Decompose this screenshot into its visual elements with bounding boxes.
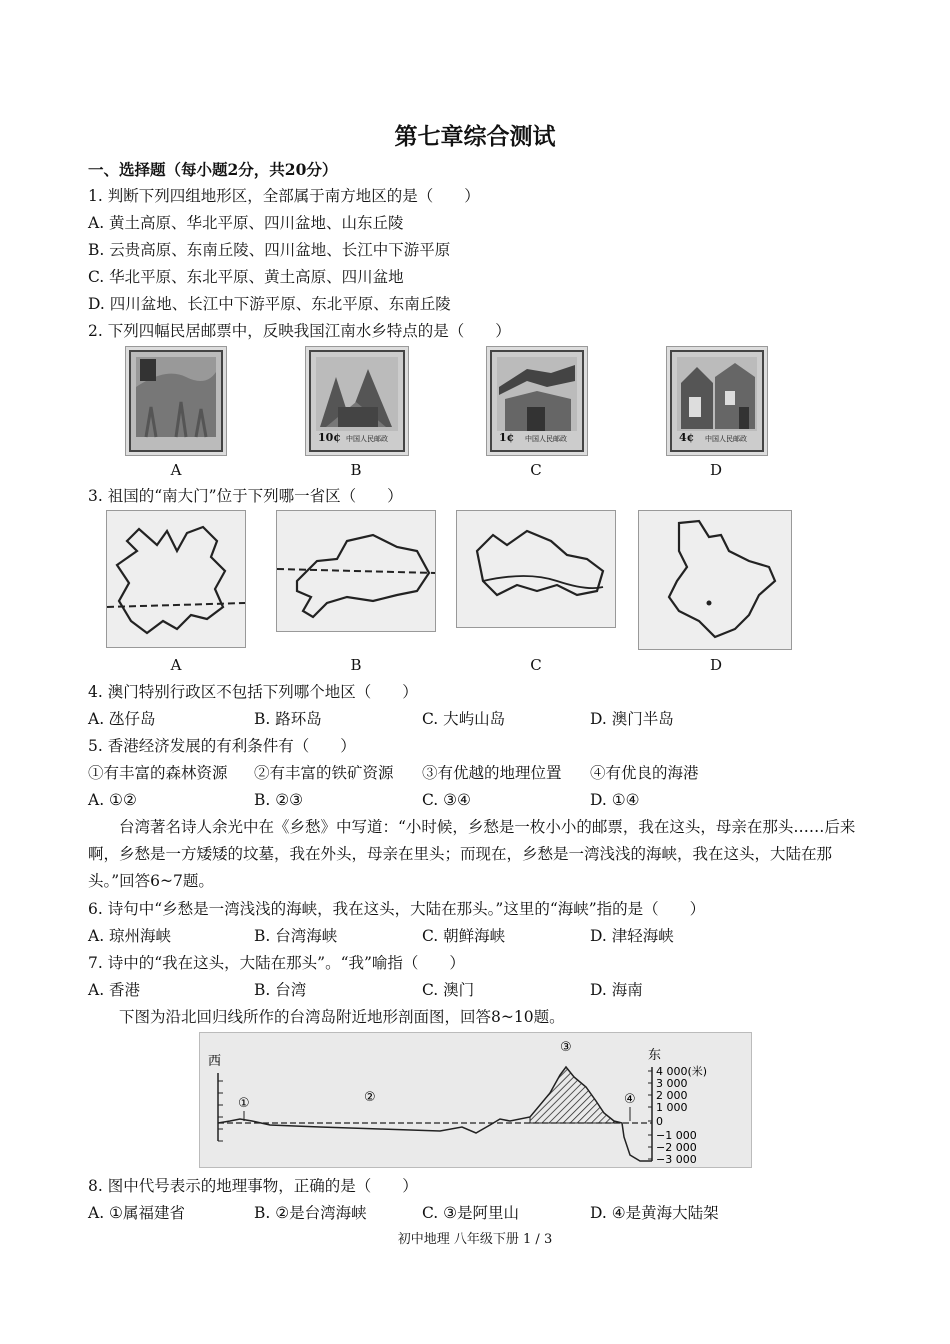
- question-5-option-b: B. ②③: [254, 791, 304, 809]
- question-6-option-b: B. 台湾海峡: [254, 927, 338, 945]
- stamp-c-caption: 中国人民邮政: [525, 435, 567, 443]
- question-4-option-b: B. 路环岛: [254, 710, 322, 728]
- question-6-option-c: C. 朝鲜海峡: [422, 927, 506, 945]
- question-8-stem: 8. 图中代号表示的地理事物，正确的是（ ）: [88, 1177, 418, 1195]
- page-footer: 初中地理 八年级下册 1 / 3: [397, 1232, 553, 1247]
- profile-marker-2: ②: [364, 1090, 376, 1105]
- province-label-d: D: [709, 656, 723, 674]
- page-title: 第七章综合测试: [394, 123, 556, 150]
- profile-scale-3000: 3 000: [656, 1077, 688, 1090]
- province-label-c: C: [530, 656, 542, 674]
- question-8-option-a: A. ①属福建省: [88, 1204, 185, 1222]
- stamp-image-a: [125, 346, 227, 456]
- question-2-stem: 2. 下列四幅民居邮票中，反映我国江南水乡特点的是（ ）: [88, 322, 511, 340]
- profile-scale-minus-3000: −3 000: [656, 1153, 697, 1166]
- profile-scale-minus-1000: −1 000: [656, 1129, 697, 1142]
- profile-scale-4000: 4 000(米): [656, 1065, 708, 1078]
- question-1-option-c: C. 华北平原、东北平原、黄土高原、四川盆地: [88, 268, 404, 286]
- province-label-b: B: [350, 656, 362, 674]
- question-4-option-c: C. 大屿山岛: [422, 710, 506, 728]
- question-7-option-a: A. 香港: [88, 981, 141, 999]
- question-5-condition-3: ③有优越的地理位置: [422, 764, 562, 782]
- question-5-condition-4: ④有优良的海港: [590, 764, 699, 782]
- question-8-option-d: D. ④是黄海大陆架: [590, 1204, 719, 1222]
- question-6-stem: 6. 诗句中“乡愁是一湾浅浅的海峡，我在这头，大陆在那头。”这里的“海峡”指的是（ ）: [88, 900, 706, 918]
- profile-east-label: 东: [648, 1048, 662, 1063]
- profile-scale-2000: 2 000: [656, 1089, 688, 1102]
- stamp-image-c: [486, 346, 588, 456]
- profile-marker-4: ④: [624, 1092, 636, 1107]
- question-1-option-a: A. 黄土高原、华北平原、四川盆地、山东丘陵: [88, 214, 404, 232]
- question-4-option-d: D. 澳门半岛: [590, 710, 674, 728]
- province-map-b: [276, 510, 436, 632]
- question-5-option-d: D. ①④: [590, 791, 640, 809]
- province-b-outline: [277, 511, 435, 631]
- question-4-stem: 4. 澳门特别行政区不包括下列哪个地区（ ）: [88, 683, 418, 701]
- question-7-stem: 7. 诗中的“我在这头，大陆在那头”。“我”喻指（ ）: [88, 954, 465, 972]
- question-5-option-c: C. ③④: [422, 791, 471, 809]
- question-8-option-c: C. ③是阿里山: [422, 1204, 520, 1222]
- question-4-option-a: A. 氹仔岛: [88, 710, 156, 728]
- profile-west-label: 西: [208, 1054, 222, 1069]
- question-5-option-a: A. ①②: [88, 791, 137, 809]
- profile-intro: 下图为沿北回归线所作的台湾岛附近地形剖面图，回答8~10题。: [119, 1008, 565, 1026]
- province-map-c: [456, 510, 616, 628]
- stamp-label-d: D: [709, 461, 723, 479]
- question-6-option-d: D. 津轻海峡: [590, 927, 674, 945]
- question-1-option-b: B. 云贵高原、东南丘陵、四川盆地、长江中下游平原: [88, 241, 451, 259]
- stamp-label-a: A: [170, 461, 182, 479]
- profile-scale-minus-2000: −2 000: [656, 1141, 697, 1154]
- province-a-outline: [107, 511, 245, 647]
- question-7-option-b: B. 台湾: [254, 981, 307, 999]
- stamp-a-illustration: [126, 347, 226, 455]
- province-map-a: [106, 510, 246, 648]
- stamp-image-d: [666, 346, 768, 456]
- question-3-stem: 3. 祖国的“南大门”位于下列哪一省区（ ）: [88, 487, 403, 505]
- terrain-profile-svg: [200, 1033, 751, 1167]
- stamp-label-b: B: [350, 461, 362, 479]
- question-6-option-a: A. 琼州海峡: [88, 927, 172, 945]
- stamp-b-denomination: 10¢: [318, 431, 341, 444]
- question-5-condition-2: ②有丰富的铁矿资源: [254, 764, 394, 782]
- province-d-outline: [639, 511, 791, 649]
- province-c-outline: [457, 511, 615, 627]
- section-heading: 一、选择题（每小题2分，共20分）: [88, 160, 338, 179]
- stamp-label-c: C: [530, 461, 542, 479]
- terrain-profile-figure: [199, 1032, 752, 1168]
- stamp-d-caption: 中国人民邮政: [705, 435, 747, 443]
- profile-marker-1: ①: [238, 1096, 250, 1111]
- stamp-d-denomination: 4¢: [679, 431, 695, 444]
- reading-passage: 台湾著名诗人余光中在《乡愁》中写道：“小时候，乡愁是一枚小小的邮票，我在这头，母亲在那头……后来啊，乡愁是一方矮矮的坟墓，我在外头，母亲在里头；而现在，乡愁是一湾浅浅的海峡，我在这头，大陆在那头。”回答6~7题。: [88, 818, 856, 890]
- profile-scale-0: 0: [656, 1115, 663, 1128]
- profile-marker-3: ③: [560, 1040, 572, 1055]
- province-label-a: A: [170, 656, 182, 674]
- question-7-option-d: D. 海南: [590, 981, 643, 999]
- stamp-c-denomination: 1¢: [499, 431, 515, 444]
- province-map-d: [638, 510, 792, 650]
- question-1-stem: 1. 判断下列四组地形区，全部属于南方地区的是（ ）: [88, 187, 480, 205]
- stamp-image-b: [305, 346, 409, 456]
- question-7-option-c: C. 澳门: [422, 981, 475, 999]
- question-5-condition-1: ①有丰富的森林资源: [88, 764, 228, 782]
- profile-scale-1000: 1 000: [656, 1101, 688, 1114]
- question-5-stem: 5. 香港经济发展的有利条件有（ ）: [88, 737, 356, 755]
- question-8-option-b: B. ②是台湾海峡: [254, 1204, 367, 1222]
- question-1-option-d: D. 四川盆地、长江中下游平原、东北平原、东南丘陵: [88, 295, 451, 313]
- stamp-b-caption: 中国人民邮政: [346, 435, 388, 443]
